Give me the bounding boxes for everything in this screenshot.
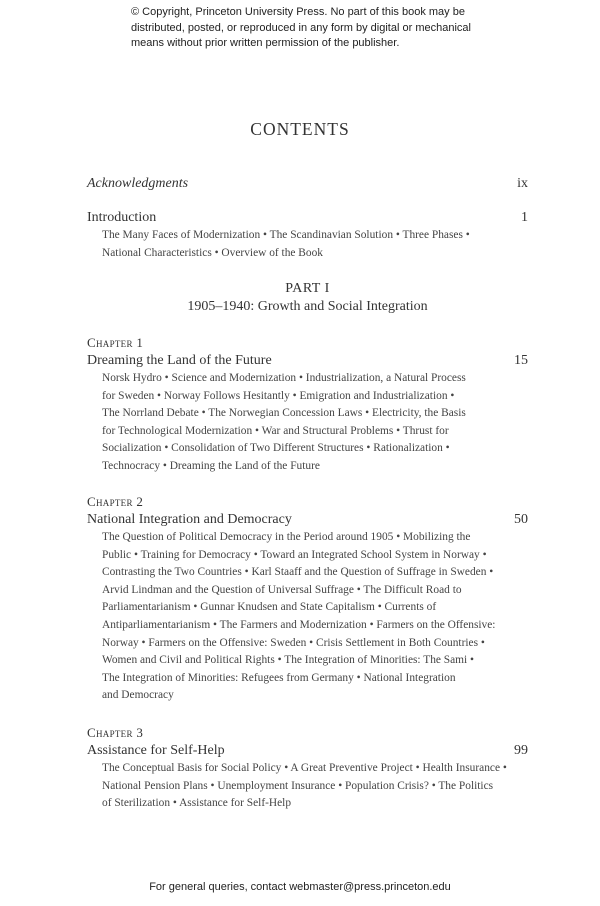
entry-title: Dreaming the Land of the Future [87, 353, 272, 368]
chapter-label: Chapter 1 [87, 335, 144, 350]
copyright-line: means without prior written permission of the publisher. [131, 37, 400, 49]
toc-entry-chapter-3[interactable] [87, 724, 528, 813]
entry-title: Acknowledgments [87, 176, 189, 191]
desc-line: and Democracy [102, 689, 174, 702]
desc-line: Socialization • Consolidation of Two Different Structures • Rationalization • [102, 442, 450, 455]
copyright-line: distributed, posted, or reproduced in any form by digital or mechanical [131, 21, 471, 34]
desc-line: Arvid Lindman and the Question of Universal Suffrage • The Difficult Road to [102, 583, 462, 596]
desc-line: Parliamentarianism • Gunnar Knudsen and State Capitalism • Currents of [102, 601, 437, 614]
desc-line: for Sweden • Norway Follows Hesitantly • Emigration and Industrialization • [102, 389, 455, 402]
toc-entry-acknowledgments[interactable] [87, 175, 528, 193]
desc-line: of Sterilization • Assistance for Self-Help [102, 797, 292, 810]
copyright-line: © Copyright, Princeton University Press. No part of this book may be [131, 6, 465, 18]
footer-contact: For general queries, contact webmaster@press.princeton.edu [149, 881, 451, 893]
page-number: ix [517, 176, 528, 191]
entry-description [87, 529, 528, 705]
toc-entry-chapter-1[interactable] [87, 334, 528, 476]
entry-description [87, 227, 528, 262]
entry-title: Assistance for Self-Help [87, 743, 225, 758]
page-title: CONTENTS [250, 119, 350, 139]
desc-line: The Many Faces of Modernization • The Scandinavian Solution • Three Phases • [102, 229, 470, 241]
entry-title: Introduction [87, 210, 157, 225]
page-number: 1 [521, 210, 528, 225]
desc-line: Public • Training for Democracy • Toward an Integrated School System in Norway • [102, 548, 487, 561]
desc-line: Technocracy • Dreaming the Land of the Future [102, 459, 320, 472]
desc-line: Women and Civil and Political Rights • The Integration of Minorities: The Sami • [102, 654, 475, 667]
part-label: PART I [285, 281, 330, 296]
page-number: 50 [514, 512, 528, 527]
desc-line: Contrasting the Two Countries • Karl Staaff and the Question of Suffrage in Sweden • [102, 566, 494, 579]
desc-line: The Question of Political Democracy in the Period around 1905 • Mobilizing the [102, 531, 471, 543]
entry-description [87, 370, 528, 476]
toc-entry-introduction[interactable] [87, 209, 528, 262]
desc-line: The Integration of Minorities: Refugees from Germany • National Integration [102, 671, 456, 684]
desc-line: The Norrland Debate • The Norwegian Concession Laws • Electricity, the Basis [102, 407, 466, 420]
desc-line: Norway • Farmers on the Offensive: Sweden • Crisis Settlement in Both Countries • [102, 636, 485, 649]
page-number: 99 [514, 743, 528, 758]
page-number: 15 [514, 353, 528, 368]
desc-line: for Technological Modernization • War and Structural Problems • Thrust for [102, 424, 449, 437]
desc-line: Norsk Hydro • Science and Modernization • Industrialization, a Natural Process [102, 372, 466, 384]
chapter-label: Chapter 3 [87, 725, 144, 740]
copyright-notice [131, 5, 491, 52]
desc-line: National Pension Plans • Unemployment Insurance • Population Crisis? • The Politics [102, 779, 494, 792]
entry-description [87, 760, 528, 813]
desc-line: The Conceptual Basis for Social Policy • A Great Preventive Project • Health Insurance • [102, 762, 507, 774]
desc-line: National Characteristics • Overview of the Book [102, 246, 323, 259]
part-subtitle: 1905–1940: Growth and Social Integration [187, 299, 428, 314]
chapter-label: Chapter 2 [87, 494, 144, 509]
entry-title: National Integration and Democracy [87, 512, 292, 527]
toc-entry-chapter-2[interactable] [87, 493, 528, 705]
desc-line: Antiparliamentarianism • The Farmers and Modernization • Farmers on the Offensive: [102, 618, 496, 631]
